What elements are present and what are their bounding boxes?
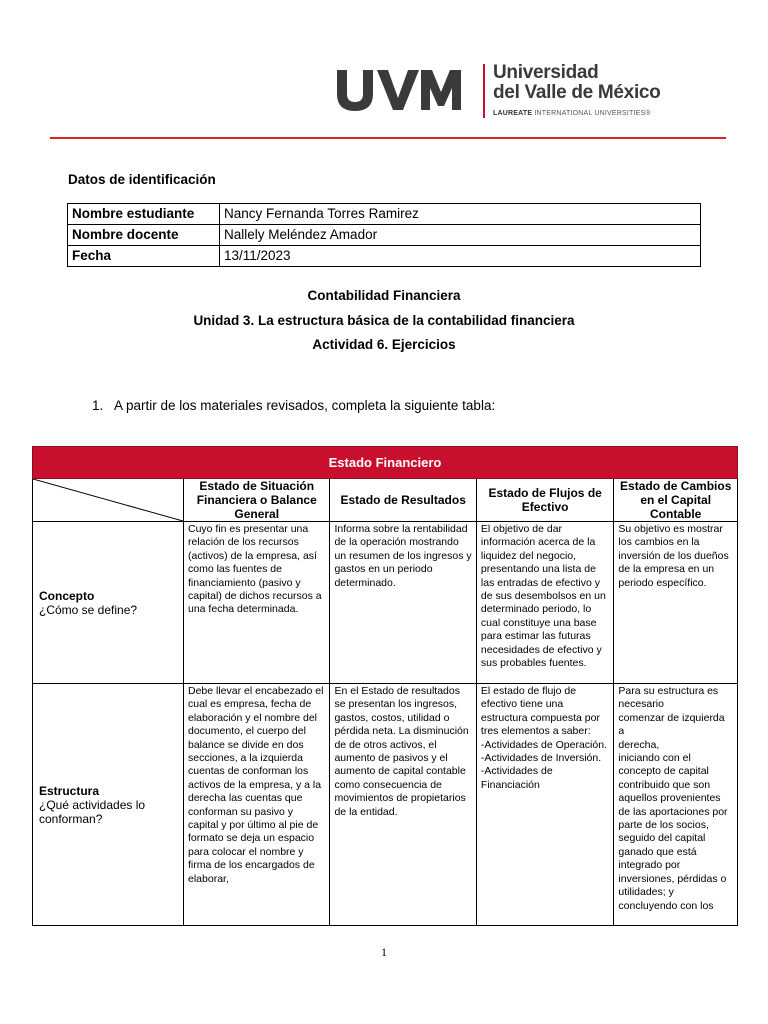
diagonal-line [33,479,183,521]
activity-heading: Actividad 6. Ejercicios [312,337,456,352]
identification-table [67,203,701,267]
instruction-text: A partir de los materiales revisados, completa la siguiente tabla: [114,398,496,413]
cell-concepto-cashflow [476,522,613,684]
row-subtitle-concepto: ¿Cómo se define? [39,602,138,617]
cell-text: Cuyo fin es presentar una relación de los recursos (activos) de la empresa, así como las fuentes de financiamiento (pasivo y capital) de dichos recursos a una fecha determinada. [188,523,322,616]
university-logo [333,60,673,122]
cell-concepto-balance [184,522,330,684]
laureate-bold: LAUREATE [493,110,533,117]
cell-text: Debe llevar el encabezado el cual es empresa, fecha de elaboración y el nombre del documento, el cuerpo del balance se divide en dos secciones, a la izquierda cuentas de conforman los activos de la empresa, y a la derecha las cuentas que conforman su pasivo y capital y por último al pie de formato se deja un espacio para colocar el nombre y firma de los encargados de elaborar, [188,685,324,885]
column-header-results: Estado de Resultados [330,479,476,522]
row-subtitle-estructura: ¿Qué actividades lo conforman? [39,797,146,826]
diagonal-corner-cell [33,479,184,522]
cell-text: El estado de flujo de efectivo tiene una estructura compuesta por tres elementos a saber: -Actividades de Operación. -Actividades de Inversión. -Actividades de Financiación [480,685,607,791]
logo-separator [483,64,485,118]
row-header-estructura [33,684,184,926]
university-name-line2: del Valle de México [493,82,661,103]
course-heading: Contabilidad Financiera [307,288,461,303]
id-label-date: Fecha [68,246,220,267]
cell-estructura-balance [184,684,330,926]
id-row-teacher [68,225,701,246]
column-header-equity: Estado de Cambios en el Capital Contable [614,479,738,522]
id-row-student [68,204,701,225]
table-row [33,522,738,684]
row-title-estructura: Estructura [39,783,100,798]
instruction-number: 1. [92,398,104,413]
table-banner-row [33,447,738,479]
row-header-concepto [33,522,184,684]
cell-text: Informa sobre la rentabilidad de la operación mostrando un resumen de los ingresos y gastos en un periodo determinado. [334,523,472,589]
cell-estructura-results [330,684,476,926]
cell-text: Su objetivo es mostrar los cambios en la inversión de los dueños de la empresa en un periodo específico. [618,523,729,589]
page-number: 1 [381,945,387,959]
column-header-cashflow: Estado de Flujos de Efectivo [476,479,613,522]
id-label-teacher: Nombre docente [68,225,220,246]
id-label-student: Nombre estudiante [68,204,220,225]
laureate-rest: INTERNATIONAL UNIVERSITIES® [532,110,651,117]
id-row-date [68,246,701,267]
column-header-balance: Estado de Situación Financiera o Balance General [184,479,330,522]
cell-text: En el Estado de resultados se presentan los ingresos, gastos, costos, utilidad o pérdida neta. La disminución de de otros activos, el aumento de pasivos y el aumento de capital contable como consecuencia de movimientos de propietarios de la entidad. [334,685,469,818]
table-banner: Estado Financiero [33,447,738,479]
header-divider [50,137,726,139]
cell-text: El objetivo de dar información acerca de la liquidez del negocio, presentando una lista de las entradas de efectivo y de sus desembolsos en un determinado periodo, lo cual constituye una base para estimar las futuras necesidades de efectivo y sus probables fuentes. [480,523,606,670]
instruction-item [92,398,495,413]
university-name-line1: Universidad [493,62,599,83]
id-value-teacher: Nallely Meléndez Amador [220,225,701,246]
cell-concepto-results [330,522,476,684]
id-value-student: Nancy Fernanda Torres Ramirez [220,204,701,225]
column-header-row [33,479,738,522]
uvm-logotype [333,66,473,112]
financial-statements-table [32,446,738,926]
unit-heading: Unidad 3. La estructura básica de la contabilidad financiera [193,313,575,328]
identification-title: Datos de identificación [68,172,216,187]
cell-estructura-equity [614,684,738,926]
cell-estructura-cashflow [476,684,613,926]
id-value-date: 13/11/2023 [220,246,701,267]
cell-text: Para su estructura es necesario comenzar de izquierda a derecha, iniciando con el concepto de capital contribuido que son aquellos provenientes de las aportaciones por parte de los socios, seguido del capital ganado que está integrado por inversiones, pérdidas o utilidades; y concluyendo con los [618,685,728,912]
row-title-concepto: Concepto [39,588,95,603]
laureate-tagline [493,110,651,117]
table-row [33,684,738,926]
cell-concepto-equity [614,522,738,684]
